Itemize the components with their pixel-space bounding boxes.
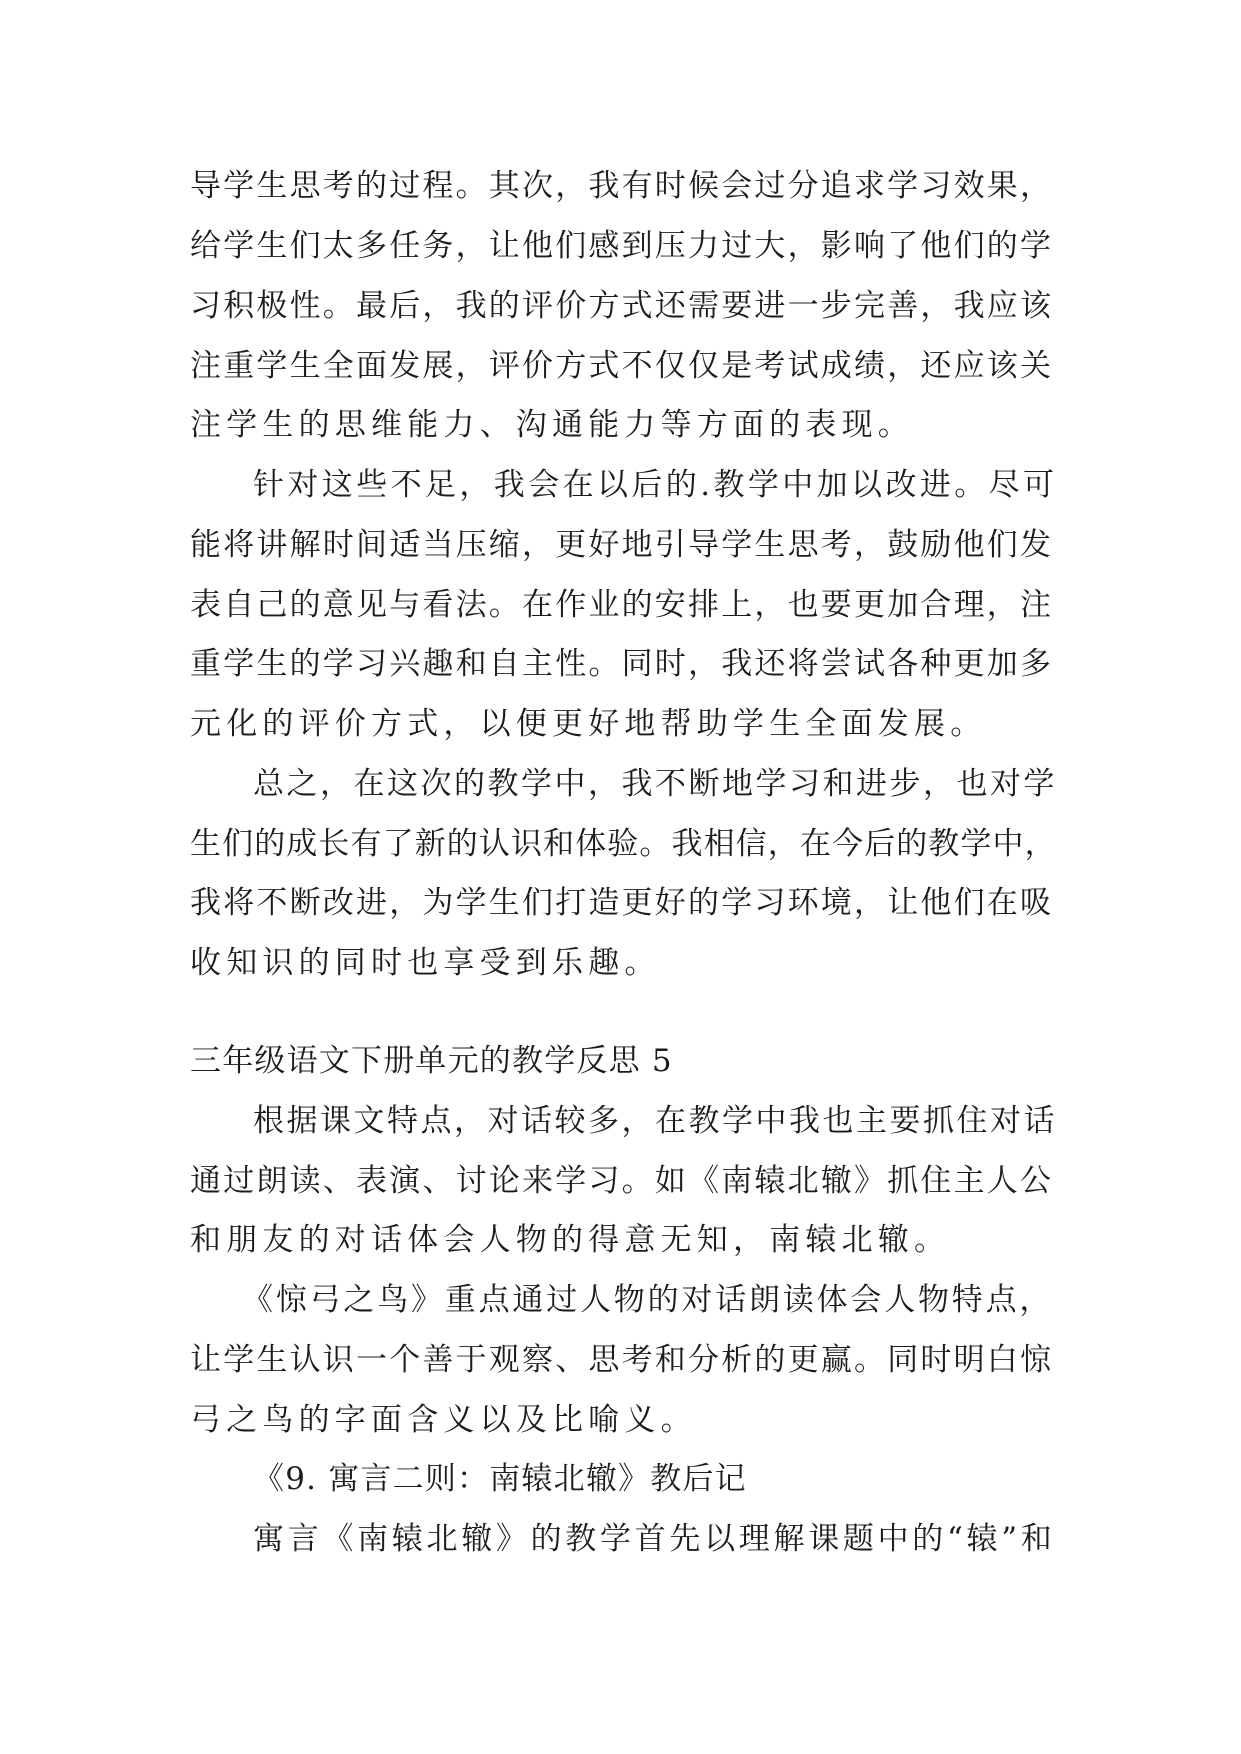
paragraph-line: 导学生思考的过程。其次，我有时候会过分追求学习效果， bbox=[190, 168, 1054, 204]
paragraph-line: 收知识的同时也享受到乐趣。 bbox=[190, 945, 661, 981]
paragraph-line: 寓言《南辕北辙》的教学首先以理解课题中的“辕”和 bbox=[253, 1521, 1056, 1557]
paragraph-line: 和朋友的对话体会人物的得意无知，南辕北辙。 bbox=[190, 1222, 951, 1258]
section-heading: 三年级语文下册单元的教学反思 5 bbox=[190, 1043, 673, 1079]
paragraph-line: 针对这些不足，我会在以后的.教学中加以改进。尽可 bbox=[253, 467, 1058, 503]
paragraph-line: 生们的成长有了新的认识和体验。我相信，在今后的教学中， bbox=[190, 826, 1057, 862]
paragraph-line: 给学生们太多任务，让他们感到压力过大，影响了他们的学 bbox=[190, 228, 1054, 264]
paragraph-line: 根据课文特点，对话较多，在教学中我也主要抓住对话 bbox=[253, 1103, 1057, 1139]
paragraph-line: 重学生的学习兴趣和自主性。同时，我还将尝试各种更加多 bbox=[190, 646, 1054, 682]
paragraph-line: 习积极性。最后，我的评价方式还需要进一步完善，我应该 bbox=[190, 288, 1054, 324]
paragraph-line: 注学生的思维能力、沟通能力等方面的表现。 bbox=[190, 407, 914, 443]
paragraph-line: 我将不断改进，为学生们打造更好的学习环境，让他们在吸 bbox=[190, 885, 1054, 921]
paragraph-line: 弓之鸟的字面含义以及比喻义。 bbox=[190, 1402, 697, 1438]
subheading: 《9. 寓言二则：南辕北辙》教后记 bbox=[253, 1461, 747, 1497]
paragraph-line: 注重学生全面发展，评价方式不仅仅是考试成绩，还应该关 bbox=[190, 348, 1054, 384]
paragraph-line: 让学生认识一个善于观察、思考和分析的更赢。同时明白惊 bbox=[190, 1342, 1054, 1378]
paragraph-line: 《惊弓之鸟》重点通过人物的对话朗读体会人物特点， bbox=[242, 1282, 1054, 1318]
paragraph-line: 通过朗读、表演、讨论来学习。如《南辕北辙》抓住主人公 bbox=[190, 1163, 1054, 1199]
paragraph-line: 能将讲解时间适当压缩，更好地引导学生思考，鼓励他们发 bbox=[190, 527, 1054, 563]
paragraph-line: 元化的评价方式，以便更好地帮助学生全面发展。 bbox=[190, 706, 987, 742]
paragraph-line: 总之，在这次的教学中，我不断地学习和进步，也对学 bbox=[253, 766, 1057, 802]
paragraph-line: 表自己的意见与看法。在作业的安排上，也要更加合理，注 bbox=[190, 587, 1054, 623]
